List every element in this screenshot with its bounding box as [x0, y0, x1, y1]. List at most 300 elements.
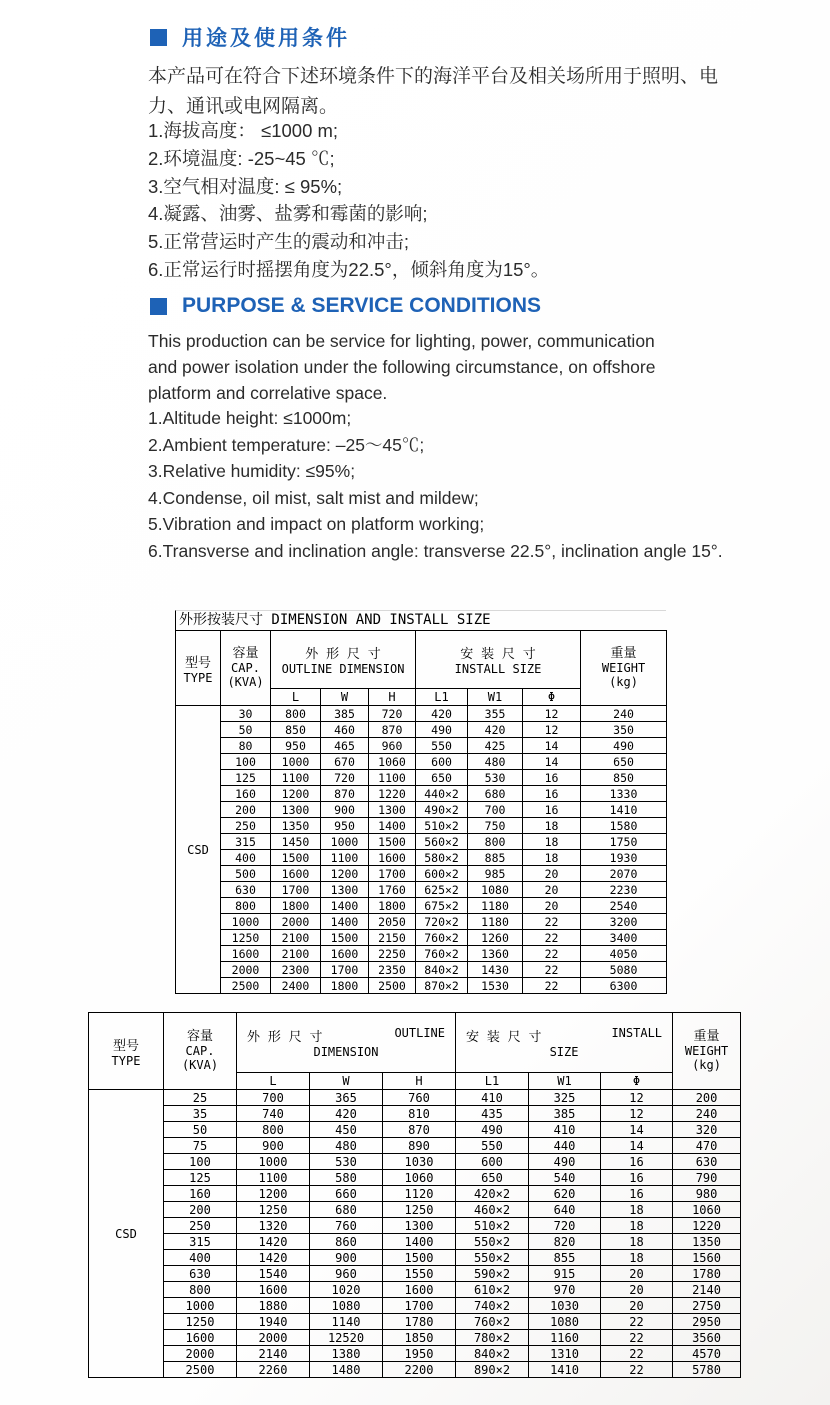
- data-cell: 540: [529, 1170, 601, 1186]
- data-cell: 1120: [383, 1186, 456, 1202]
- table-row: [176, 882, 667, 898]
- data-cell: 885: [468, 850, 523, 866]
- data-cell: 600: [456, 1154, 529, 1170]
- en-section-header: [150, 294, 541, 318]
- data-cell: 870: [321, 786, 369, 802]
- data-cell: 1600: [164, 1330, 237, 1346]
- en-intro-paragraph: This production can be service for lighting, power, communication and power isolation under the following circumstance, on offshore platform and correlative space.: [148, 331, 656, 403]
- data-cell: 2750: [673, 1298, 741, 1314]
- data-cell: 2400: [271, 978, 321, 994]
- data-cell: 125: [221, 770, 271, 786]
- data-cell: 22: [601, 1362, 673, 1378]
- subcol-L1: L1: [456, 1073, 529, 1090]
- data-cell: 800: [164, 1282, 237, 1298]
- data-cell: 960: [369, 738, 416, 754]
- data-cell: 100: [164, 1154, 237, 1170]
- subcol-H: H: [369, 689, 416, 706]
- data-cell: 1100: [321, 850, 369, 866]
- data-cell: 800: [271, 706, 321, 722]
- data-cell: 2000: [164, 1346, 237, 1362]
- data-cell: 915: [529, 1266, 601, 1282]
- data-cell: 1500: [383, 1250, 456, 1266]
- data-cell: 560×2: [416, 834, 468, 850]
- data-cell: 900: [321, 802, 369, 818]
- data-cell: 600: [416, 754, 468, 770]
- data-cell: 650: [416, 770, 468, 786]
- data-cell: 2150: [369, 930, 416, 946]
- data-cell: 1530: [468, 978, 523, 994]
- data-cell: 100: [221, 754, 271, 770]
- data-cell: 720: [529, 1218, 601, 1234]
- table-row: [89, 1330, 741, 1346]
- data-cell: 590×2: [456, 1266, 529, 1282]
- data-cell: 1140: [310, 1314, 383, 1330]
- data-cell: 1320: [237, 1218, 310, 1234]
- data-cell: 14: [601, 1122, 673, 1138]
- data-cell: 420: [310, 1106, 383, 1122]
- data-cell: 630: [221, 882, 271, 898]
- data-cell: 1200: [321, 866, 369, 882]
- data-cell: 1950: [383, 1346, 456, 1362]
- data-cell: 760×2: [416, 946, 468, 962]
- list-item: 4.Condense, oil mist, salt mist and mildew;: [148, 487, 479, 508]
- data-cell: 1500: [369, 834, 416, 850]
- list-item: 2.Ambient temperature: –25～45℃;: [148, 434, 425, 455]
- data-cell: 14: [601, 1138, 673, 1154]
- data-cell: 1100: [271, 770, 321, 786]
- data-cell: 1160: [529, 1330, 601, 1346]
- data-cell: 250: [164, 1218, 237, 1234]
- data-cell: 1780: [673, 1266, 741, 1282]
- data-cell: 900: [237, 1138, 310, 1154]
- data-cell: 620: [529, 1186, 601, 1202]
- data-cell: 22: [523, 962, 581, 978]
- data-cell: 410: [529, 1122, 601, 1138]
- data-cell: 1700: [383, 1298, 456, 1314]
- data-cell: 22: [523, 930, 581, 946]
- col-header-outline: 外 形 尺 寸 OUTLINE DIMENSION: [237, 1013, 456, 1073]
- data-cell: 850: [581, 770, 667, 786]
- data-cell: 480: [468, 754, 523, 770]
- data-cell: 35: [164, 1106, 237, 1122]
- table-row: [89, 1186, 741, 1202]
- data-cell: 20: [523, 866, 581, 882]
- list-item: 6.正常运行时摇摆角度为22.5°，倾斜角度为15°。: [148, 258, 550, 280]
- data-cell: 580×2: [416, 850, 468, 866]
- col-header-capacity: 容量 CAP. (KVA): [164, 1013, 237, 1090]
- data-cell: 1600: [321, 946, 369, 962]
- data-cell: 22: [601, 1330, 673, 1346]
- table-row: [176, 930, 667, 946]
- data-cell: 2200: [383, 1362, 456, 1378]
- table1-block: [175, 610, 666, 994]
- data-cell: 2500: [164, 1362, 237, 1378]
- data-cell: 1000: [237, 1154, 310, 1170]
- data-cell: 1080: [468, 882, 523, 898]
- table-row: [89, 1170, 741, 1186]
- data-cell: 1310: [529, 1346, 601, 1362]
- subcol-H: H: [383, 1073, 456, 1090]
- data-cell: 650: [456, 1170, 529, 1186]
- data-cell: 355: [468, 706, 523, 722]
- data-cell: 80: [221, 738, 271, 754]
- subcol-W: W: [310, 1073, 383, 1090]
- table-row: [89, 1298, 741, 1314]
- data-cell: 1760: [369, 882, 416, 898]
- data-cell: 385: [321, 706, 369, 722]
- data-cell: 510×2: [416, 818, 468, 834]
- data-cell: 490: [456, 1122, 529, 1138]
- cn-intro-paragraph: 本产品可在符合下述环境条件下的海洋平台及相关场所用于照明、电力、通讯或电网隔离。: [148, 66, 719, 117]
- data-cell: 625×2: [416, 882, 468, 898]
- data-cell: 16: [523, 802, 581, 818]
- data-cell: 760: [310, 1218, 383, 1234]
- table-row: [89, 1106, 741, 1122]
- table-row: [176, 962, 667, 978]
- list-item: 3.空气相对温度: ≤ 95%;: [148, 175, 343, 197]
- data-cell: 75: [164, 1138, 237, 1154]
- data-cell: 20: [601, 1282, 673, 1298]
- data-cell: 2050: [369, 914, 416, 930]
- list-item: 2.环境温度: -25~45 ℃;: [148, 147, 335, 169]
- type-value-cell: CSD: [176, 706, 221, 994]
- table-row: [89, 1314, 741, 1330]
- table-row: [89, 1234, 741, 1250]
- data-cell: 480: [310, 1138, 383, 1154]
- data-cell: 315: [164, 1234, 237, 1250]
- data-cell: 890×2: [456, 1362, 529, 1378]
- col-header-type: 型号 TYPE: [89, 1013, 164, 1090]
- data-cell: 320: [673, 1122, 741, 1138]
- data-cell: 870: [383, 1122, 456, 1138]
- en-section-title: PURPOSE & SERVICE CONDITIONS: [182, 294, 542, 317]
- data-cell: 860: [310, 1234, 383, 1250]
- data-cell: 240: [673, 1106, 741, 1122]
- data-cell: 1930: [581, 850, 667, 866]
- data-cell: 1600: [369, 850, 416, 866]
- data-cell: 1060: [673, 1202, 741, 1218]
- data-cell: 4570: [673, 1346, 741, 1362]
- table2-block: [88, 1012, 740, 1378]
- data-cell: 6300: [581, 978, 667, 994]
- data-cell: 50: [221, 722, 271, 738]
- table-row: [176, 770, 667, 786]
- data-cell: 810: [383, 1106, 456, 1122]
- table-row: [89, 1362, 741, 1378]
- data-cell: 1300: [271, 802, 321, 818]
- data-cell: 1600: [237, 1282, 310, 1298]
- data-cell: 410: [456, 1090, 529, 1106]
- data-cell: 1400: [383, 1234, 456, 1250]
- data-cell: 16: [601, 1186, 673, 1202]
- data-cell: 125: [164, 1170, 237, 1186]
- list-item: 1.海拔高度： ≤1000 m;: [148, 120, 339, 141]
- list-item: 6.Transverse and inclination angle: transverse 22.5°, inclination angle 15°.: [148, 540, 723, 561]
- data-cell: 365: [310, 1090, 383, 1106]
- data-cell: 250: [221, 818, 271, 834]
- data-cell: 440×2: [416, 786, 468, 802]
- data-cell: 2500: [221, 978, 271, 994]
- data-cell: 610×2: [456, 1282, 529, 1298]
- data-cell: 30: [221, 706, 271, 722]
- data-cell: 22: [601, 1314, 673, 1330]
- data-cell: 950: [271, 738, 321, 754]
- subcol-phi: Φ: [601, 1073, 673, 1090]
- data-cell: 1400: [369, 818, 416, 834]
- data-cell: 16: [601, 1154, 673, 1170]
- data-cell: 780×2: [456, 1330, 529, 1346]
- data-cell: 160: [221, 786, 271, 802]
- data-cell: 1420: [237, 1250, 310, 1266]
- data-cell: 12520: [310, 1330, 383, 1346]
- data-cell: 1350: [271, 818, 321, 834]
- table-row: [89, 1154, 741, 1170]
- data-cell: 20: [601, 1298, 673, 1314]
- table-row: [89, 1218, 741, 1234]
- dimension-install-table-1: [175, 630, 667, 994]
- data-cell: 1250: [164, 1314, 237, 1330]
- data-cell: 1220: [369, 786, 416, 802]
- data-cell: 20: [523, 882, 581, 898]
- data-cell: 1250: [221, 930, 271, 946]
- subcol-W: W: [321, 689, 369, 706]
- data-cell: 2000: [271, 914, 321, 930]
- data-cell: 350: [581, 722, 667, 738]
- data-cell: 490×2: [416, 802, 468, 818]
- data-cell: 2250: [369, 946, 416, 962]
- data-cell: 1550: [383, 1266, 456, 1282]
- data-cell: 5080: [581, 962, 667, 978]
- data-cell: 18: [601, 1234, 673, 1250]
- data-cell: 20: [523, 898, 581, 914]
- table-row: [89, 1202, 741, 1218]
- list-item: 5.Vibration and impact on platform working;: [148, 514, 485, 535]
- data-cell: 420×2: [456, 1186, 529, 1202]
- data-cell: 1750: [581, 834, 667, 850]
- data-cell: 325: [529, 1090, 601, 1106]
- data-cell: 680: [468, 786, 523, 802]
- data-cell: 550: [456, 1138, 529, 1154]
- data-cell: 160: [164, 1186, 237, 1202]
- data-cell: 200: [221, 802, 271, 818]
- data-cell: 18: [523, 850, 581, 866]
- data-cell: 1880: [237, 1298, 310, 1314]
- data-cell: 200: [673, 1090, 741, 1106]
- data-cell: 490: [529, 1154, 601, 1170]
- data-cell: 18: [523, 818, 581, 834]
- data-cell: 970: [529, 1282, 601, 1298]
- table-row: [89, 1282, 741, 1298]
- data-cell: 1410: [529, 1362, 601, 1378]
- data-cell: 3560: [673, 1330, 741, 1346]
- data-cell: 840×2: [416, 962, 468, 978]
- data-cell: 1600: [271, 866, 321, 882]
- data-cell: 960: [310, 1266, 383, 1282]
- col-header-install: 安 装 尺 寸 INSTALL SIZE: [456, 1013, 673, 1073]
- data-cell: 12: [523, 706, 581, 722]
- square-bullet-icon: [150, 298, 167, 315]
- data-cell: 3400: [581, 930, 667, 946]
- data-cell: 650: [581, 754, 667, 770]
- data-cell: 1360: [468, 946, 523, 962]
- data-cell: 1300: [369, 802, 416, 818]
- data-cell: 1200: [271, 786, 321, 802]
- data-cell: 1300: [383, 1218, 456, 1234]
- data-cell: 2500: [369, 978, 416, 994]
- data-cell: 420: [416, 706, 468, 722]
- data-cell: 720: [369, 706, 416, 722]
- table-row: [176, 914, 667, 930]
- data-cell: 315: [221, 834, 271, 850]
- data-cell: 630: [673, 1154, 741, 1170]
- col-header-install: 安 装 尺 寸 INSTALL SIZE: [416, 631, 581, 689]
- data-cell: 1450: [271, 834, 321, 850]
- table-row: [89, 1266, 741, 1282]
- data-cell: 980: [673, 1186, 741, 1202]
- data-cell: 3200: [581, 914, 667, 930]
- list-item: 5.正常营运时产生的震动和冲击;: [148, 231, 410, 253]
- data-cell: 25: [164, 1090, 237, 1106]
- table-row: [176, 722, 667, 738]
- data-cell: 800: [237, 1122, 310, 1138]
- data-cell: 530: [310, 1154, 383, 1170]
- data-cell: 720: [321, 770, 369, 786]
- data-cell: 1940: [237, 1314, 310, 1330]
- data-cell: 2000: [221, 962, 271, 978]
- data-cell: 22: [523, 914, 581, 930]
- data-cell: 855: [529, 1250, 601, 1266]
- data-cell: 435: [456, 1106, 529, 1122]
- table-row: [176, 706, 667, 722]
- table-row: [89, 1250, 741, 1266]
- table-row: [89, 1122, 741, 1138]
- subcol-W1: W1: [529, 1073, 601, 1090]
- data-cell: 12: [523, 722, 581, 738]
- table-row: [89, 1090, 741, 1106]
- data-cell: 1220: [673, 1218, 741, 1234]
- subcol-phi: Φ: [523, 689, 581, 706]
- data-cell: 1000: [164, 1298, 237, 1314]
- data-cell: 1700: [369, 866, 416, 882]
- data-cell: 820: [529, 1234, 601, 1250]
- data-cell: 890: [383, 1138, 456, 1154]
- data-cell: 950: [321, 818, 369, 834]
- data-cell: 1400: [321, 898, 369, 914]
- table-row: [176, 802, 667, 818]
- data-cell: 490: [581, 738, 667, 754]
- data-cell: 2100: [271, 930, 321, 946]
- col-header-weight: 重量 WEIGHT (kg): [673, 1013, 741, 1090]
- data-cell: 1300: [321, 882, 369, 898]
- data-cell: 675×2: [416, 898, 468, 914]
- cn-section-header: [150, 22, 350, 52]
- data-cell: 1500: [321, 930, 369, 946]
- data-cell: 750: [468, 818, 523, 834]
- data-cell: 16: [601, 1170, 673, 1186]
- data-cell: 840×2: [456, 1346, 529, 1362]
- data-cell: 2070: [581, 866, 667, 882]
- data-cell: 740×2: [456, 1298, 529, 1314]
- data-cell: 790: [673, 1170, 741, 1186]
- data-cell: 600×2: [416, 866, 468, 882]
- type-value-cell: CSD: [89, 1090, 164, 1378]
- data-cell: 240: [581, 706, 667, 722]
- data-cell: 1000: [321, 834, 369, 850]
- table-row: [176, 738, 667, 754]
- data-cell: 1600: [383, 1282, 456, 1298]
- data-cell: 1180: [468, 898, 523, 914]
- data-cell: 530: [468, 770, 523, 786]
- data-cell: 1400: [321, 914, 369, 930]
- list-item: 3.Relative humidity: ≤95%;: [148, 461, 356, 482]
- table-row: [176, 866, 667, 882]
- data-cell: 2300: [271, 962, 321, 978]
- data-cell: 22: [523, 946, 581, 962]
- data-cell: 1580: [581, 818, 667, 834]
- data-cell: 1000: [221, 914, 271, 930]
- data-cell: 16: [523, 770, 581, 786]
- data-cell: 2350: [369, 962, 416, 978]
- data-cell: 2540: [581, 898, 667, 914]
- data-cell: 850: [271, 722, 321, 738]
- table-row: [176, 978, 667, 994]
- table-row: [89, 1138, 741, 1154]
- list-item: 1.Altitude height: ≤1000m;: [148, 408, 352, 428]
- data-cell: 1480: [310, 1362, 383, 1378]
- data-cell: 2260: [237, 1362, 310, 1378]
- data-cell: 18: [601, 1218, 673, 1234]
- data-cell: 1330: [581, 786, 667, 802]
- data-cell: 2100: [271, 946, 321, 962]
- table-row: [176, 818, 667, 834]
- list-item: 4.凝露、油雾、盐雾和霉菌的影响;: [148, 203, 428, 225]
- col-header-outline: 外 形 尺 寸 OUTLINE DIMENSION: [271, 631, 416, 689]
- data-cell: 490: [416, 722, 468, 738]
- data-cell: 12: [601, 1106, 673, 1122]
- data-cell: 1250: [237, 1202, 310, 1218]
- subcol-L: L: [237, 1073, 310, 1090]
- data-cell: 2950: [673, 1314, 741, 1330]
- data-cell: 4050: [581, 946, 667, 962]
- data-cell: 5780: [673, 1362, 741, 1378]
- table-row: [176, 898, 667, 914]
- data-cell: 510×2: [456, 1218, 529, 1234]
- data-cell: 1800: [321, 978, 369, 994]
- data-cell: 2230: [581, 882, 667, 898]
- data-cell: 700: [237, 1090, 310, 1106]
- data-cell: 1540: [237, 1266, 310, 1282]
- data-cell: 400: [164, 1250, 237, 1266]
- data-cell: 1180: [468, 914, 523, 930]
- data-cell: 1420: [237, 1234, 310, 1250]
- data-cell: 660: [310, 1186, 383, 1202]
- data-cell: 2140: [673, 1282, 741, 1298]
- col-header-type: 型号 TYPE: [176, 631, 221, 706]
- data-cell: 1000: [271, 754, 321, 770]
- table-row: [89, 1346, 741, 1362]
- data-cell: 1100: [237, 1170, 310, 1186]
- data-cell: 1100: [369, 770, 416, 786]
- data-cell: 550×2: [456, 1250, 529, 1266]
- data-cell: 1060: [383, 1170, 456, 1186]
- cn-section-title: 用途及使用条件: [182, 27, 350, 50]
- data-cell: 760: [383, 1090, 456, 1106]
- data-cell: 700: [468, 802, 523, 818]
- data-cell: 1500: [271, 850, 321, 866]
- data-cell: 470: [673, 1138, 741, 1154]
- data-cell: 720×2: [416, 914, 468, 930]
- data-cell: 1380: [310, 1346, 383, 1362]
